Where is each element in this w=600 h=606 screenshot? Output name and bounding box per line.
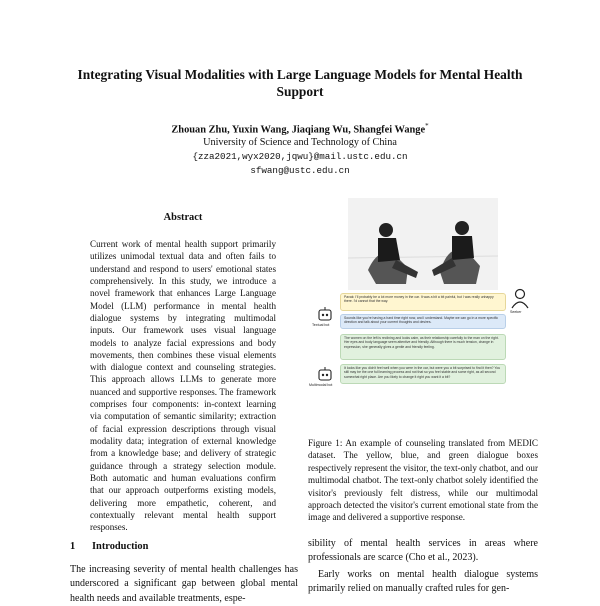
multimodal-bot-label: Multimodal bot [309, 383, 333, 387]
seeker-label: Seeker [510, 310, 522, 314]
email-group: {zza2021,wyx2020,jqwu}@mail.ustc.edu.cn [192, 151, 408, 162]
email-single: sfwang@ustc.edu.cn [250, 165, 350, 176]
right-column-paragraph: Early works on mental health dialogue systems primarily relied on manually crafted rules for gen- [308, 569, 538, 595]
textual-bot-icon [316, 306, 334, 322]
section-heading [70, 541, 148, 552]
paper-title: Integrating Visual Modalities with Large Language Models for Mental Health Support [77, 67, 523, 99]
textual-bot-label: Textual bot [312, 323, 330, 327]
abstract-text: Current work of mental health support primarily utilizes unimodal textual data and often fails to understand and respond to users' emotional states comprehensively. In this study, we introduce a novel framework that enhances Large Language Model (LLM) performance in mental health dialogue systems by integrating multimodal inputs. Our framework uses visual language models to analyze facial expressions and body movements, then combines these visual elements with dialogue context and counseling strategies. This approach allows LLMs to generate more nuanced and supportive responses. The framework comprises four components: in-context learning via computation of semantic similarity; extraction of facial expression descriptions through visual modality data; integration of external knowledge from a knowledge base; and delivery of strategic guidance through a strategy selection module. Both automatic and human evaluations confirm that our approach outperforms existing models, delivering more empathetic, coherent, and contextually relevant mental health support responses. [90, 239, 276, 533]
dialogue-area [308, 290, 538, 398]
abstract-heading: Abstract [163, 212, 203, 223]
section-number: 1 [70, 541, 76, 552]
author-mark: * [425, 122, 429, 130]
figure-caption: Figure 1: An example of counseling translated from MEDIC dataset. The yellow, blue, and green dialogue boxes respectively represent the visitor, the text-only chatbot, and our multimodal chatbot. The text-only chatbot solely identified the visitor's previously felt distress, while our multimodal approach detected the visitor's current emotional state from the image and delivered a supportive response. [308, 438, 538, 523]
multimodal-response-bubble: It looks like you didn't feel well when you were in the car, but were you a bit surprised to find it then? You still may be the one full learning process and not that so you feel stable and some right, as all second somewhat right place. Are you likely to change it right you want it a bit? [340, 364, 506, 384]
intro-paragraph: The increasing severity of mental health challenges has underscored a significant gap between global mental health needs and available treatments, espe- [70, 564, 298, 604]
visitor-bubble: Pavak: I'll probably be a lot more money in the car. It was a bit a bit painful, but I was really unhappy there. I'd cannot that the way. [340, 293, 506, 311]
right-column-continuation: sibility of mental health services in areas where professionals are scarce (Cho et al., 2023). [308, 538, 538, 564]
figure-1 [308, 198, 538, 398]
multimodal-analysis-bubble: The women on the left is reclining and looks calm, as their relationship carefully to the man on the right. Her eyes and body language seem attentive and friendly. Although there is much tension, change in expression, she generally gives a gentle and friendly feeling. [340, 334, 506, 360]
counseling-photo [348, 198, 498, 290]
author-list [60, 122, 540, 135]
seeker-person-icon [510, 288, 530, 310]
multimodal-bot-icon [316, 366, 334, 382]
author-names: Zhouan Zhu, Yuxin Wang, Jiaqiang Wu, Shangfei Wange [171, 124, 426, 136]
affiliation: University of Science and Technology of China [203, 137, 397, 148]
section-title: Introduction [92, 541, 149, 552]
textual-bot-bubble: Sounds like you're having a hard time right now, and I understand. Maybe we can go in a more specific direction and talk about your current thoughts and desires. [340, 314, 506, 329]
